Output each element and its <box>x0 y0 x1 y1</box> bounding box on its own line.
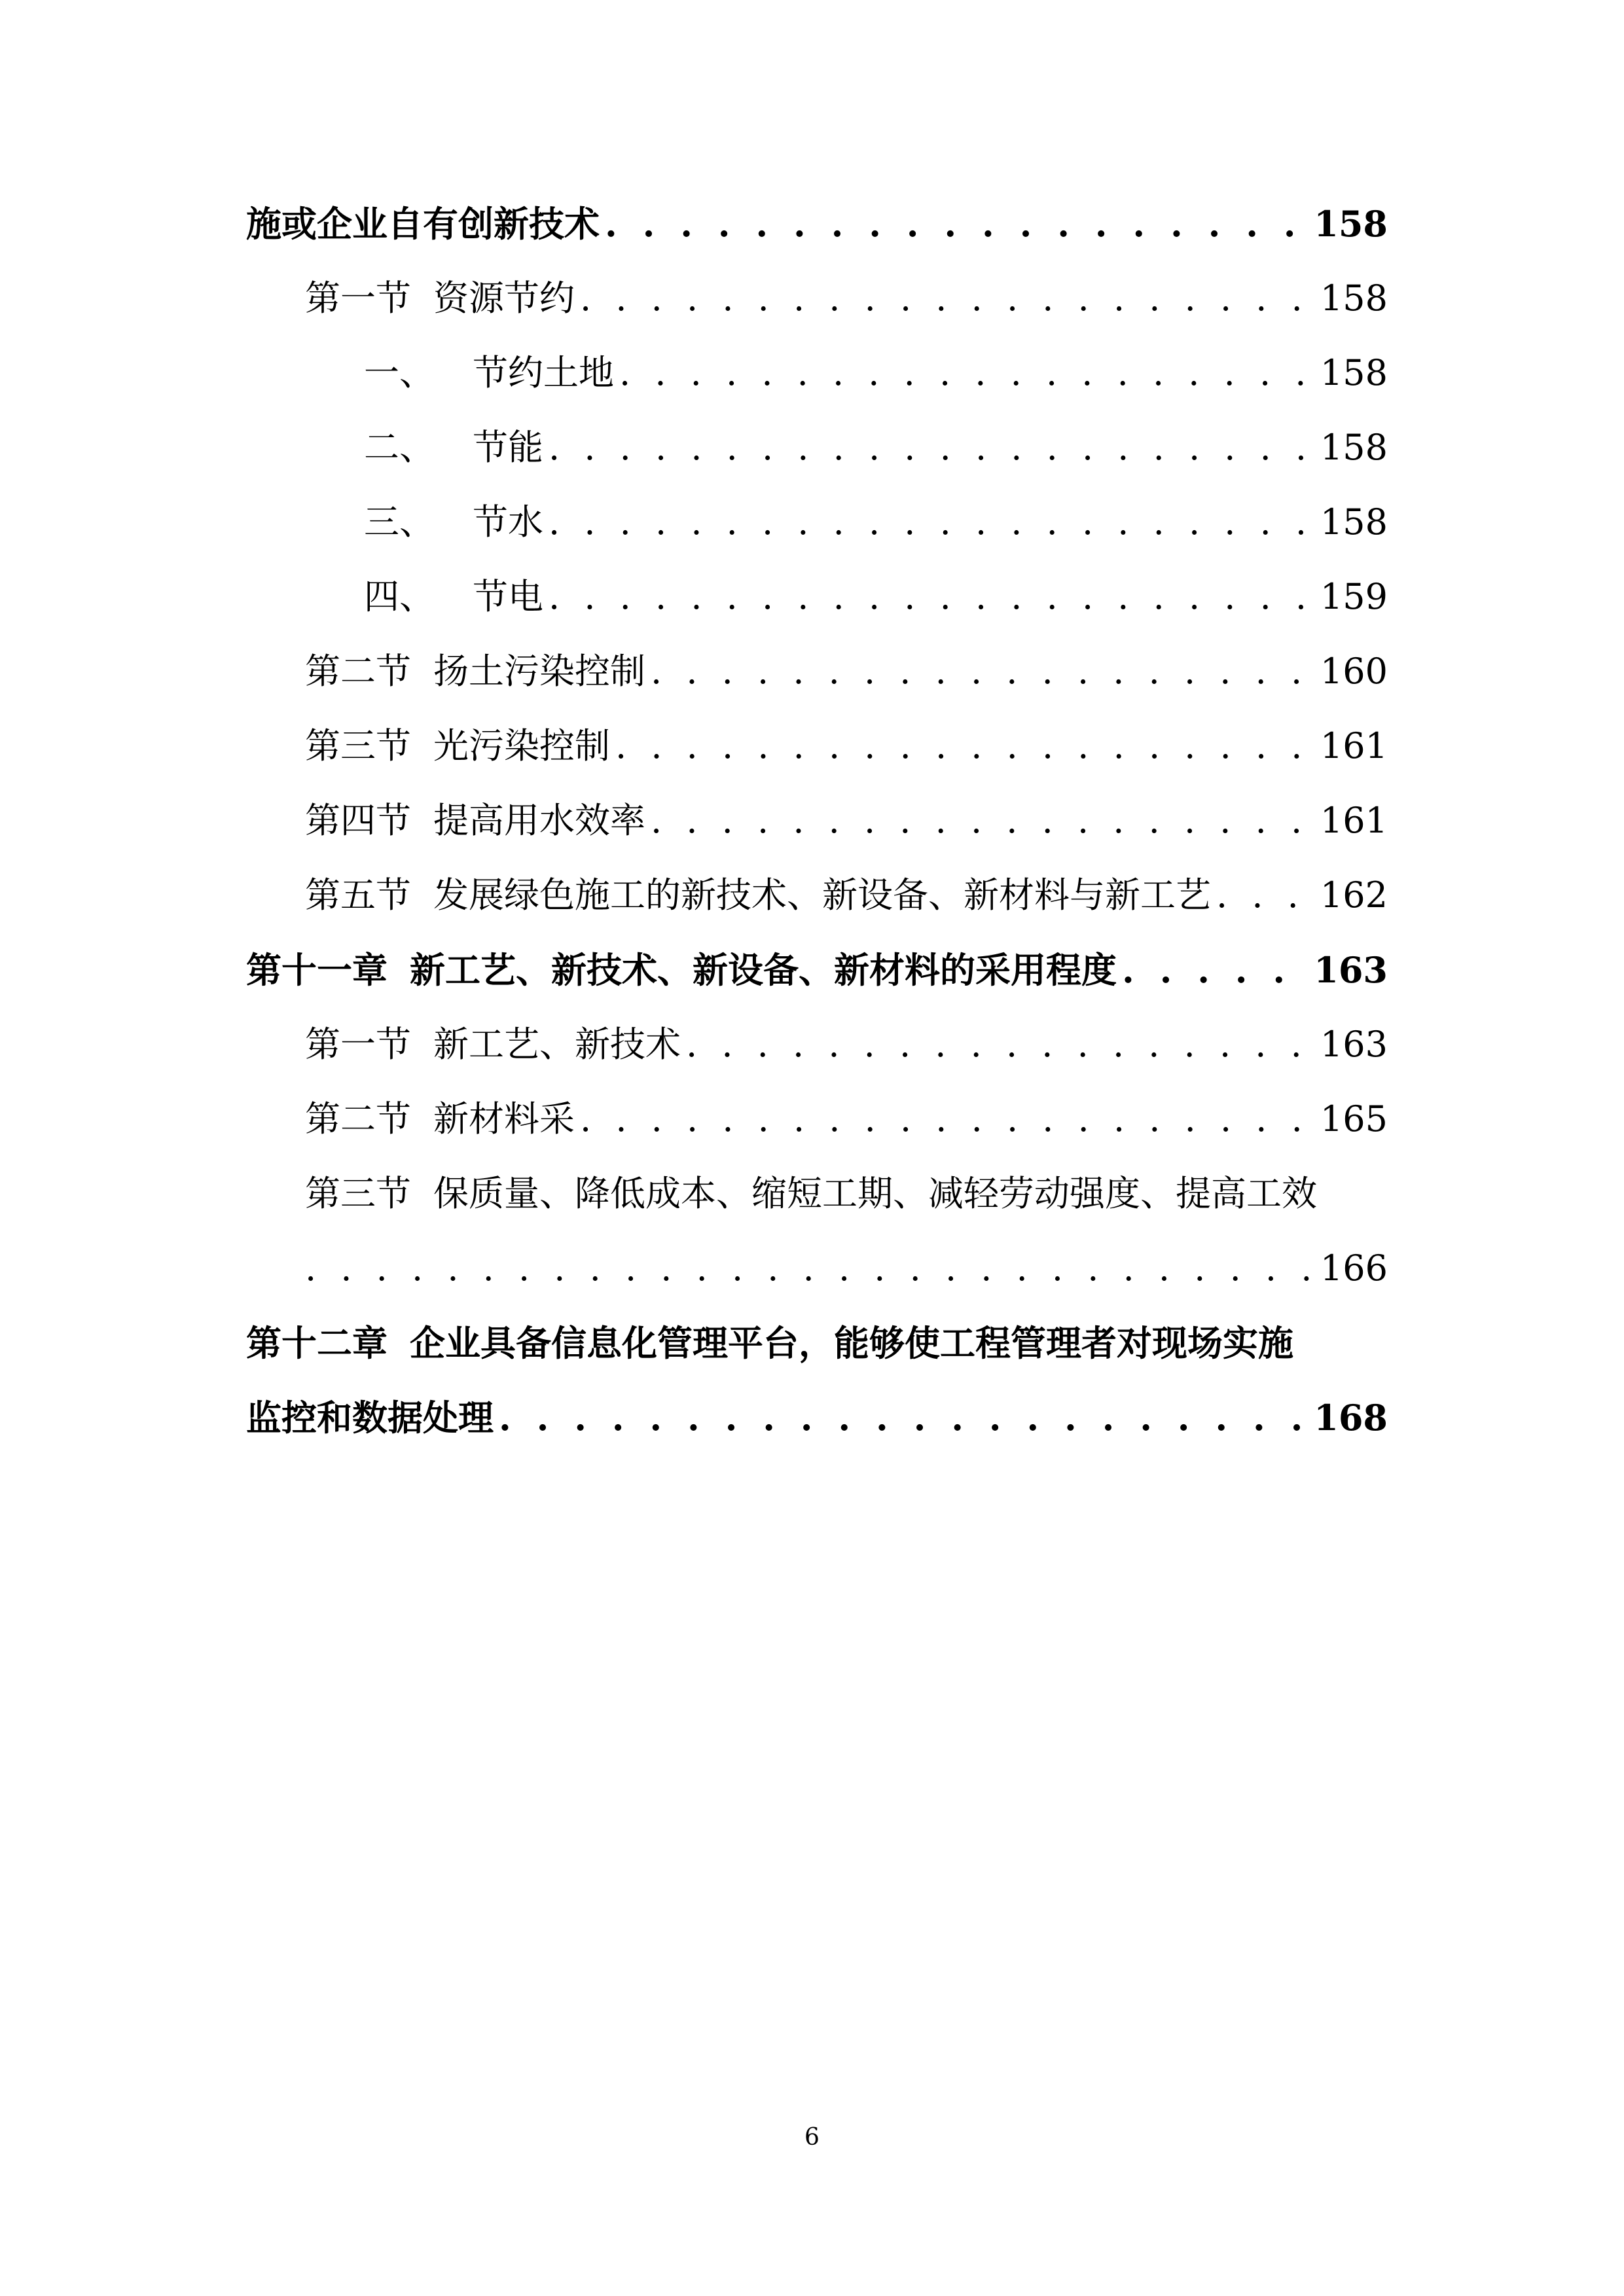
dot-leader <box>549 560 1315 634</box>
toc-entry[interactable] <box>246 1157 1388 1231</box>
toc-entry[interactable] <box>246 933 1388 1007</box>
dot-leader <box>580 261 1315 336</box>
dot-leader <box>651 783 1315 858</box>
toc-entry[interactable] <box>246 858 1388 933</box>
toc-entry-title: 保质量、降低成本、缩短工期、减轻劳动强度、提高工效 <box>433 1173 1317 1214</box>
toc-entry-title: 节电 <box>473 576 543 617</box>
dot-leader <box>686 1007 1315 1082</box>
toc-entry-page: 163 <box>1314 949 1388 991</box>
toc-entry-page: 161 <box>1320 725 1388 766</box>
toc-entry-number: 第一节 <box>305 278 411 319</box>
dot-leader <box>305 1231 1315 1306</box>
toc-entry-label <box>364 410 543 485</box>
dot-leader <box>619 336 1315 410</box>
toc-entry-title: 新工艺、新技术、新设备、新材料的采用程度 <box>410 949 1117 991</box>
toc-entry-page: 162 <box>1320 874 1388 916</box>
toc-entry-page: 158 <box>1320 501 1388 543</box>
toc-entry-number: 第二节 <box>305 1098 411 1139</box>
toc-entry-page: 158 <box>1320 278 1388 319</box>
toc-entry[interactable] <box>246 1082 1388 1157</box>
toc-entry-number: 第十一章 <box>246 949 388 991</box>
toc-entry[interactable] <box>246 485 1388 560</box>
table-of-contents <box>246 187 1388 1455</box>
toc-entry-number: 二、 <box>364 427 435 468</box>
toc-entry-title: 新材料采 <box>433 1098 575 1139</box>
toc-entry-title: 监控和数据处理 <box>246 1397 494 1439</box>
toc-entry-label <box>305 634 645 709</box>
toc-entry-number: 第四节 <box>305 800 411 841</box>
toc-entry-label <box>305 858 1211 933</box>
dot-leader <box>605 187 1308 261</box>
dot-leader <box>1216 858 1315 933</box>
toc-entry-number: 第三节 <box>305 725 411 766</box>
toc-entry[interactable] <box>246 1306 1388 1380</box>
toc-entry-label <box>305 709 610 783</box>
toc-entry[interactable] <box>246 187 1388 261</box>
toc-entry-page: 159 <box>1320 576 1388 617</box>
toc-entry-title: 节水 <box>473 501 543 543</box>
toc-entry-title: 提高用水效率 <box>433 800 645 841</box>
toc-entry-page: 158 <box>1314 203 1388 245</box>
toc-entry[interactable] <box>246 709 1388 783</box>
toc-entry-label <box>246 933 1117 1007</box>
toc-entry[interactable] <box>246 634 1388 709</box>
toc-entry[interactable] <box>246 783 1388 858</box>
page-number: 6 <box>804 2124 820 2151</box>
toc-entry-label <box>305 261 575 336</box>
toc-entry-label <box>305 783 645 858</box>
toc-entry-page: 165 <box>1320 1098 1388 1139</box>
toc-entry-number: 第五节 <box>305 874 411 916</box>
toc-entry-title: 企业具备信息化管理平台，能够使工程管理者对现场实施 <box>410 1322 1293 1364</box>
toc-entry[interactable] <box>246 336 1388 410</box>
toc-entry-label <box>305 1157 1317 1231</box>
toc-entry-title: 节能 <box>473 427 543 468</box>
toc-entry-page: 158 <box>1320 427 1388 468</box>
dot-leader <box>615 709 1315 783</box>
toc-entry-continuation[interactable] <box>246 1231 1388 1306</box>
toc-entry-title: 节约土地 <box>473 352 614 393</box>
toc-entry-label <box>364 336 614 410</box>
toc-entry-label <box>305 1082 575 1157</box>
toc-entry-number: 第三节 <box>305 1173 411 1214</box>
toc-entry-title: 施或企业自有创新技术 <box>246 203 600 245</box>
dot-leader <box>1122 933 1308 1007</box>
toc-entry-number: 第十二章 <box>246 1322 388 1364</box>
dot-leader <box>651 634 1315 709</box>
toc-entry-number: 四、 <box>364 576 435 617</box>
toc-entry-page: 161 <box>1320 800 1388 841</box>
toc-entry-page: 158 <box>1320 352 1388 393</box>
toc-entry-number: 第二节 <box>305 651 411 692</box>
toc-entry[interactable] <box>246 1007 1388 1082</box>
toc-entry-title: 资源节约 <box>433 278 575 319</box>
toc-entry-page: 160 <box>1320 651 1388 692</box>
toc-entry-label <box>364 485 543 560</box>
toc-entry-page: 166 <box>1320 1247 1388 1289</box>
toc-entry-title: 发展绿色施工的新技术、新设备、新材料与新工艺 <box>433 874 1211 916</box>
toc-entry[interactable] <box>246 261 1388 336</box>
dot-leader <box>549 410 1315 485</box>
toc-entry-continuation[interactable] <box>246 1380 1388 1455</box>
dot-leader <box>580 1082 1315 1157</box>
toc-entry-title: 光污染控制 <box>433 725 610 766</box>
toc-entry-page: 168 <box>1314 1397 1388 1439</box>
toc-entry-title: 新工艺、新技术 <box>433 1024 681 1065</box>
toc-entry-number: 三、 <box>364 501 435 543</box>
toc-entry-label <box>246 1306 1293 1380</box>
toc-entry[interactable] <box>246 560 1388 634</box>
toc-entry-label <box>364 560 543 634</box>
dot-leader <box>499 1380 1308 1455</box>
dot-leader <box>549 485 1315 560</box>
toc-entry-page: 163 <box>1320 1024 1388 1065</box>
toc-entry-title: 扬土污染控制 <box>433 651 645 692</box>
toc-entry-label <box>305 1007 681 1082</box>
toc-entry-number: 一、 <box>364 352 435 393</box>
toc-entry[interactable] <box>246 410 1388 485</box>
toc-entry-number: 第一节 <box>305 1024 411 1065</box>
